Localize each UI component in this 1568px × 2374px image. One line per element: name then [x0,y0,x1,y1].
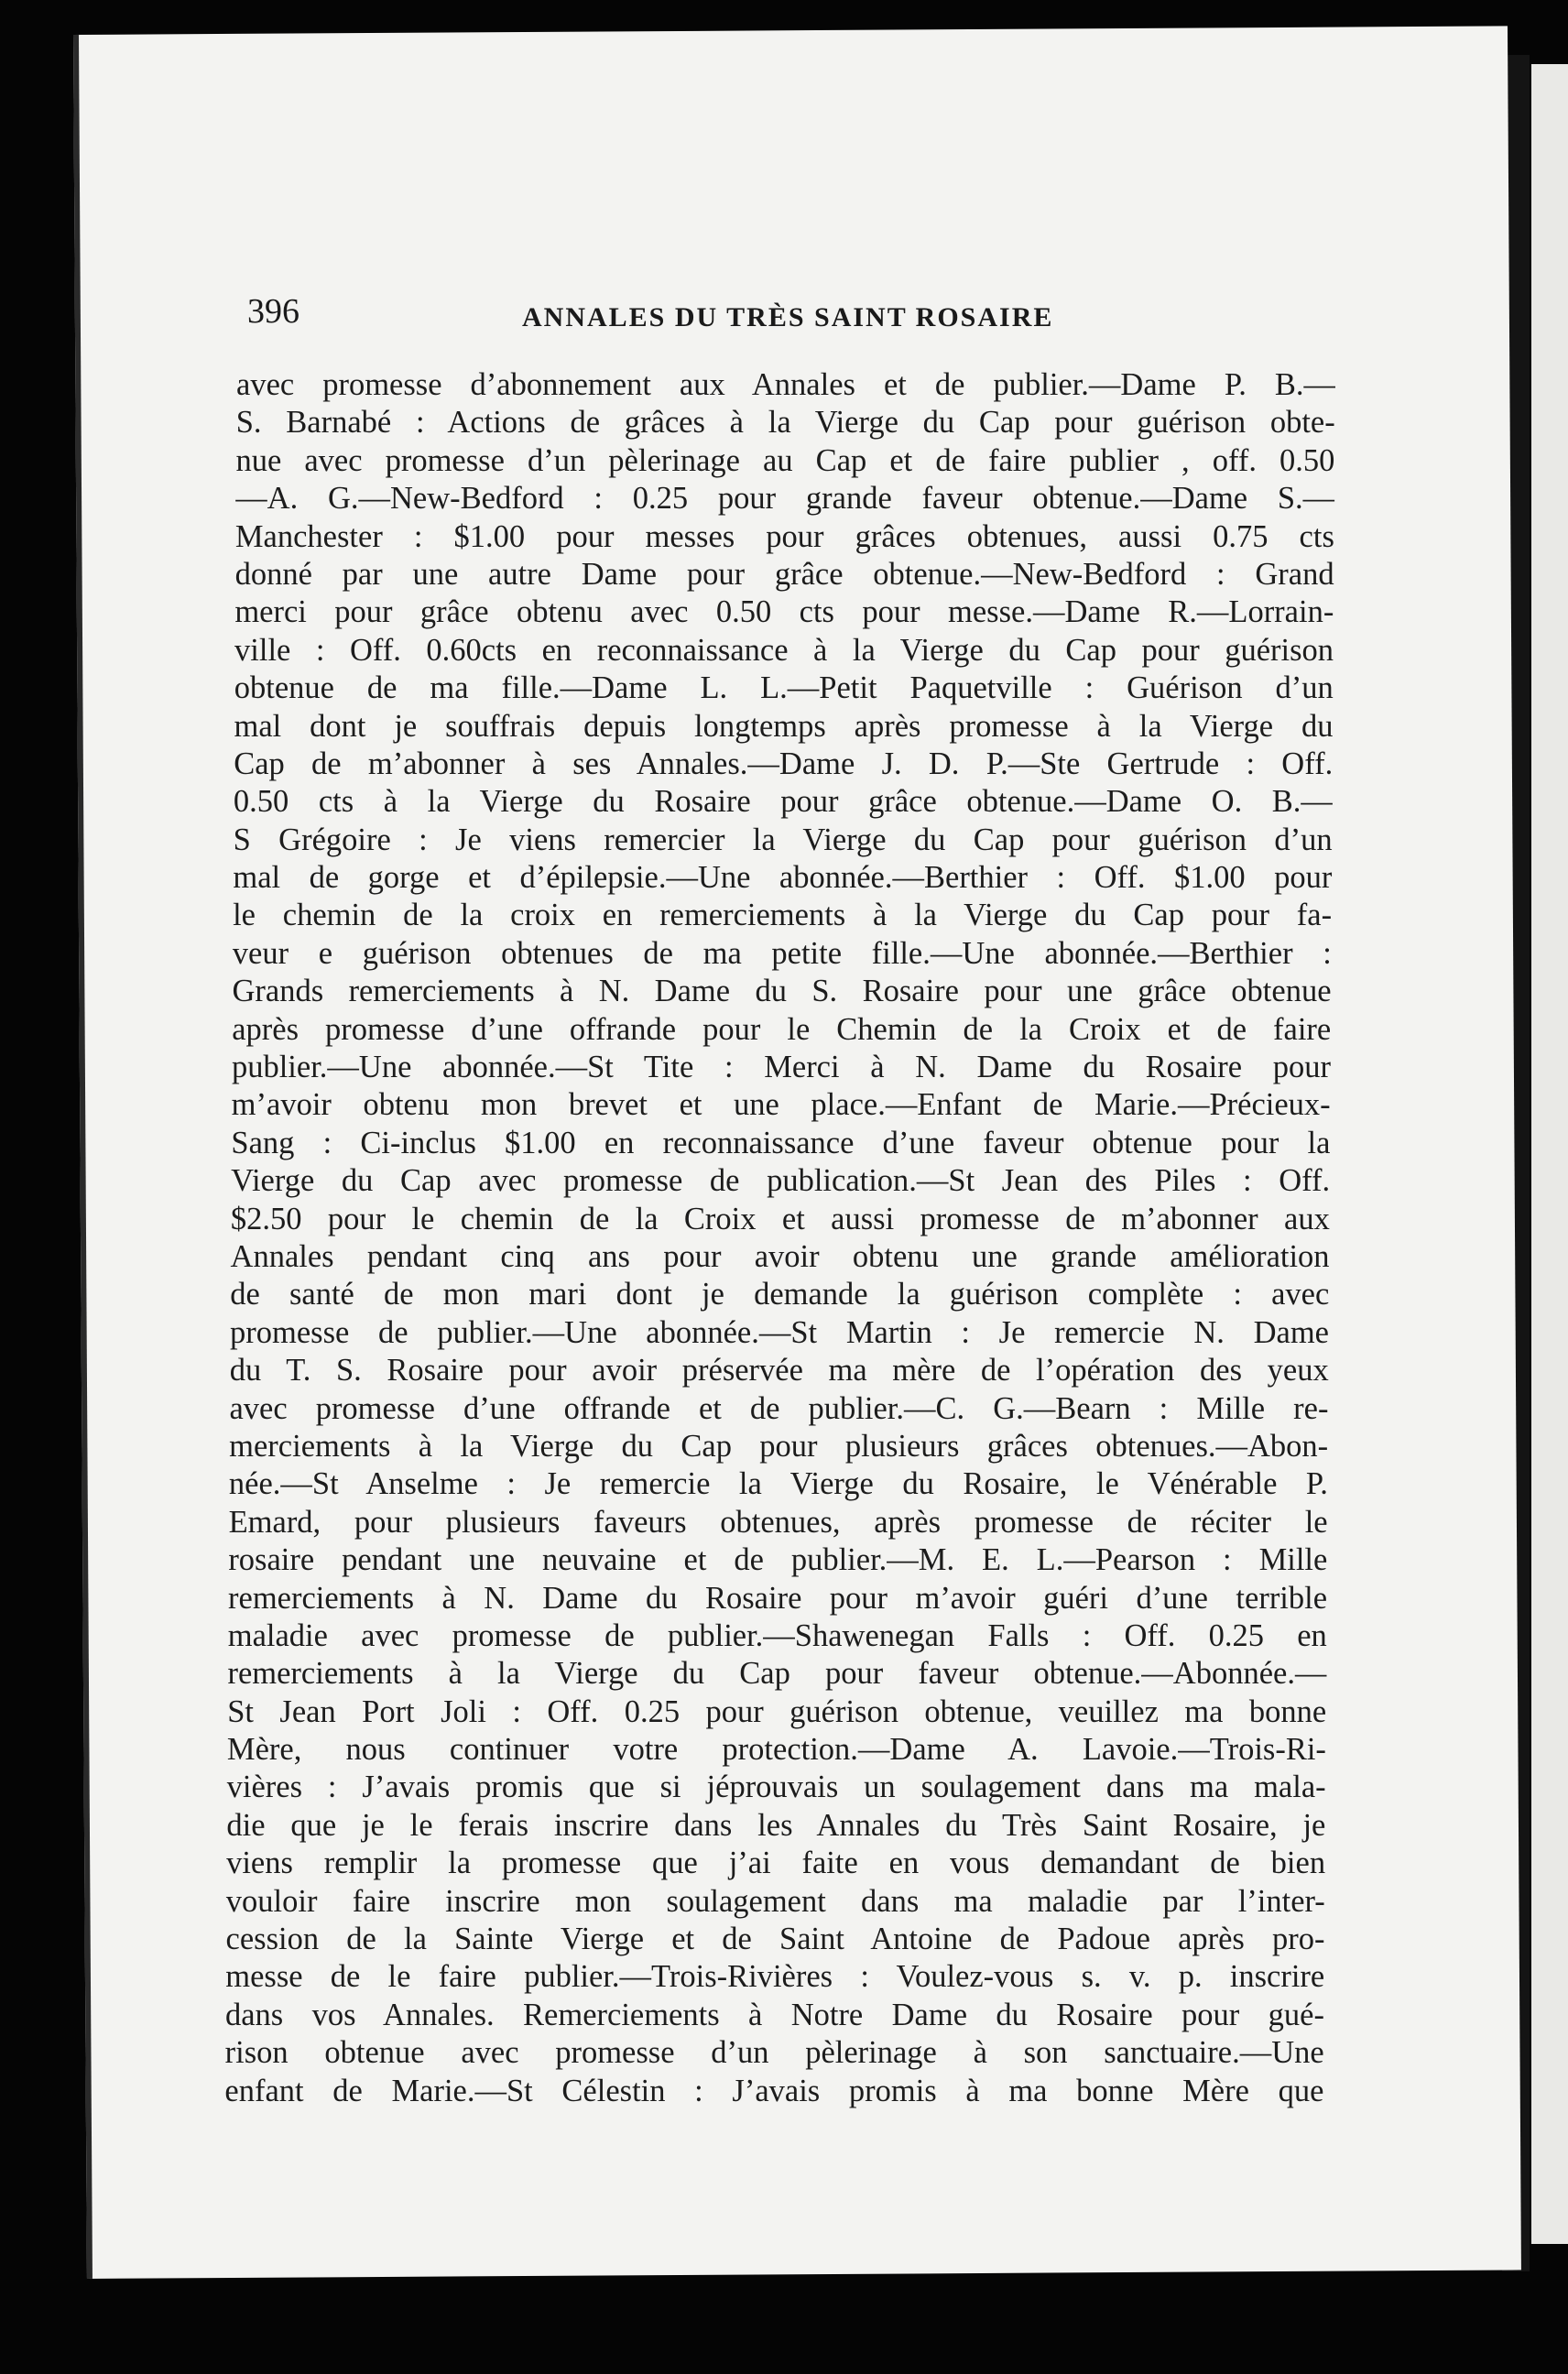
text-line: rison obtenue avec promesse d’un pèlerinage à son sanctuaire.—Une [224,2035,1324,2071]
text-line: Grands remerciements à N. Dame du S. Rosaire pour une grâce obtenue [232,974,1332,1009]
text-line: veur e guérison obtenues de ma petite fille.—Une abonnée.—Berthier : [232,935,1332,971]
text-line: vières : J’avais promis que si jéprouvais un soulagement dans ma mala- [226,1770,1326,1805]
text-line: enfant de Marie.—St Célestin : J’avais promis à ma bonne Mère que [224,2073,1324,2108]
text-line: mal dont je souffrais depuis longtemps après promesse à la Vierge du [234,708,1334,744]
text-line: avec promesse d’une offrande et de publier.—C. G.—Bearn : Mille re- [229,1390,1329,1426]
page-header [247,291,1328,337]
text-line: rosaire pendant une neuvaine et de publier.—M. E. L.—Pearson : Mille [228,1542,1328,1578]
text-line: cession de la Sainte Vierge et de Saint Antoine de Padoue après pro- [225,1922,1325,1957]
text-line: Emard, pour plusieurs faveurs obtenues, après promesse de réciter le [228,1504,1328,1540]
text-line: maladie avec promesse de publier.—Shawenegan Falls : Off. 0.25 en [227,1617,1327,1653]
text-line: mal de gorge et d’épilepsie.—Une abonnée.—Berthier : Off. $1.00 pour [233,860,1333,896]
text-line: merciements à la Vierge du Cap pour plusieurs grâces obtenues.—Abon- [229,1428,1329,1464]
text-line: —A. G.—New-Bedford : 0.25 pour grande faveur obtenue.—Dame S.— [235,481,1335,517]
text-line: S Grégoire : Je viens remercier la Vierge du Cap pour guérison d’un [233,822,1333,857]
text-line: Mère, nous continuer votre protection.—Dame A. Lavoie.—Trois-Ri- [226,1732,1326,1768]
text-line: St Jean Port Joli : Off. 0.25 pour guérison obtenue, veuillez ma bonne [227,1693,1327,1729]
text-line: promesse de publier.—Une abonnée.—St Martin : Je remercie N. Dame [230,1314,1329,1350]
text-line: de santé de mon mari dont je demande la guérison complète : avec [230,1277,1330,1312]
text-line: messe de le faire publier.—Trois-Rivières : Voulez-vous s. v. p. inscrire [225,1959,1325,1995]
text-line: remerciements à N. Dame du Rosaire pour m’avoir guéri d’une terrible [228,1580,1328,1616]
text-line: obtenue de ma fille.—Dame L. L.—Petit Paquetville : Guérison d’un [234,670,1334,706]
text-line: $2.50 pour le chemin de la Croix et aussi promesse de m’abonner aux [230,1201,1330,1236]
text-line: du T. S. Rosaire pour avoir préservée ma mère de l’opération des yeux [229,1353,1329,1388]
text-line: Cap de m’abonner à ses Annales.—Dame J. D. P.—Ste Gertrude : Off. [234,746,1334,781]
adjacent-page-edge [1531,64,1568,2244]
running-title: ANNALES DU TRÈS SAINT ROSAIRE [522,302,1054,332]
text-line: publier.—Une abonnée.—St Tite : Merci à N. Dame du Rosaire pour [231,1050,1331,1085]
text-line: le chemin de la croix en remerciements à la Vierge du Cap pour fa- [233,898,1333,933]
body-text [224,366,1335,2110]
text-line: née.—St Anselme : Je remercie la Vierge du Rosaire, le Vénérable P. [228,1466,1328,1502]
text-line: vouloir faire inscrire mon soulagement dans ma maladie par l’inter- [225,1883,1325,1919]
text-line: dans vos Annales. Remerciements à Notre Dame du Rosaire pour gué- [224,1997,1324,2032]
text-line: 0.50 cts à la Vierge du Rosaire pour grâce obtenue.—Dame O. B.— [233,784,1333,820]
text-line: die que je le ferais inscrire dans les Annales du Très Saint Rosaire, je [226,1807,1326,1843]
text-line: Vierge du Cap avec promesse de publication.—St Jean des Piles : Off. [231,1163,1331,1199]
text-line: ville : Off. 0.60cts en reconnaissance à la Vierge du Cap pour guérison [234,632,1334,668]
text-line: après promesse d’une offrande pour le Chemin de la Croix et de faire [232,1011,1332,1047]
text-line: avec promesse d’abonnement aux Annales et de publier.—Dame P. B.— [236,367,1335,402]
text-line: merci pour grâce obtenu avec 0.50 cts pour messe.—Dame R.—Lorrain- [234,594,1334,630]
text-line: viens remplir la promesse que j’ai faite en vous demandant de bien [226,1846,1326,1881]
text-line: S. Barnabé : Actions de grâces à la Vierge du Cap pour guérison obte- [235,405,1335,441]
page-number: 396 [247,292,299,331]
text-line: m’avoir obtenu mon brevet et une place.—Enfant de Marie.—Précieux- [231,1087,1331,1123]
text-line: Annales pendant cinq ans pour avoir obtenu une grande amélioration [230,1238,1330,1274]
text-line: donné par une autre Dame pour grâce obtenue.—New-Bedford : Grand [234,556,1334,592]
text-line: remerciements à la Vierge du Cap pour faveur obtenue.—Abonnée.— [227,1656,1327,1692]
text-line: Sang : Ci-inclus $1.00 en reconnaissance d’une faveur obtenue pour la [231,1125,1331,1160]
text-line: Manchester : $1.00 pour messes pour grâces obtenues, aussi 0.75 cts [234,518,1334,554]
text-line: nue avec promesse d’un pèlerinage au Cap et de faire publier , off. 0.50 [235,442,1335,478]
